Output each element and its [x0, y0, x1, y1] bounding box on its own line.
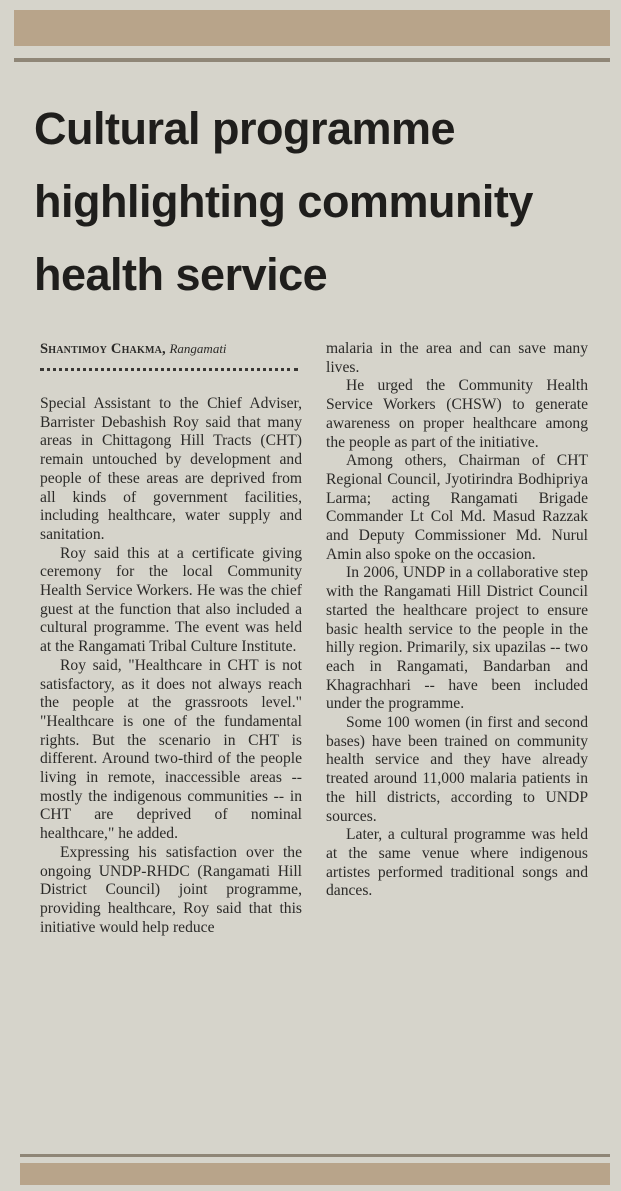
byline-author: Shantimoy Chakma, — [40, 341, 166, 357]
headline-line-1: Cultural programme — [34, 103, 456, 154]
headline-line-2: highlighting community — [34, 176, 533, 227]
article-column-left — [40, 338, 302, 937]
byline — [40, 340, 302, 358]
headline-line-3: health service — [34, 249, 328, 300]
article-column-right — [326, 340, 588, 901]
right-paragraph: Among others, Chairman of CHT Regional Council, Jyotirindra Bodhipriya Larma; acting Rangamati Brigade Commander Lt Col Md. Masud Razzak and Deputy Commissioner Md. Nurul Amin also spoke on the occasion. — [326, 452, 588, 563]
bottom-decorative-band — [20, 1163, 610, 1185]
right-paragraph: He urged the Community Health Service Workers (CHSW) to generate awareness on proper healthcare among the people as part of the initiative. — [326, 377, 588, 451]
left-paragraph: Roy said, "Healthcare in CHT is not satisfactory, as it does not always reach the people at the grassroots level." "Healthcare is one of the fundamental rights. But the scenario in CHT is different. Around two-third of the people living in remote, inaccessible areas -- mostly the indigenous communities -- in CHT are deprived of nominal healthcare," he added. — [40, 656, 302, 843]
right-paragraph: Later, a cultural programme was held at the same venue where indigenous artistes performed traditional songs and dances. — [326, 826, 588, 900]
right-paragraph: In 2006, UNDP in a collaborative step with the Rangamati Hill District Council started the healthcare project to ensure basic health service to the people in the hilly region. Primarily, six upazilas -- two each in Rangamati, Bandarban and Khagrachhari -- have been included under the programme. — [326, 564, 588, 713]
byline-dotted-divider — [40, 368, 298, 371]
top-rule — [14, 58, 610, 62]
article-headline — [34, 92, 604, 311]
left-paragraph: Roy said this at a certificate giving ceremony for the local Community Health Service Workers. He was the chief guest at the function that also included a cultural programme. The event was held at the Rangamati Tribal Culture Institute. — [40, 544, 302, 656]
right-paragraph: malaria in the area and can save many lives. — [326, 340, 588, 376]
top-decorative-band — [14, 10, 610, 46]
right-paragraph: Some 100 women (in first and second bases) have been trained on community health service and they have already treated around 11,000 malaria patients in the hill districts, according to UNDP sources. — [326, 714, 588, 825]
left-paragraph: Expressing his satisfaction over the ongoing UNDP-RHDC (Rangamati Hill District Council) joint programme, providing healthcare, Roy said that this initiative would help reduce — [40, 843, 302, 936]
byline-location: Rangamati — [169, 341, 227, 356]
bottom-rule — [20, 1154, 610, 1157]
left-paragraph: Special Assistant to the Chief Adviser, Barrister Debashish Roy said that many areas in Chittagong Hill Tracts (CHT) remain untouched by development and people of these areas are deprived from all kinds of government facilities, including healthcare, water supply and sanitation. — [40, 395, 302, 543]
